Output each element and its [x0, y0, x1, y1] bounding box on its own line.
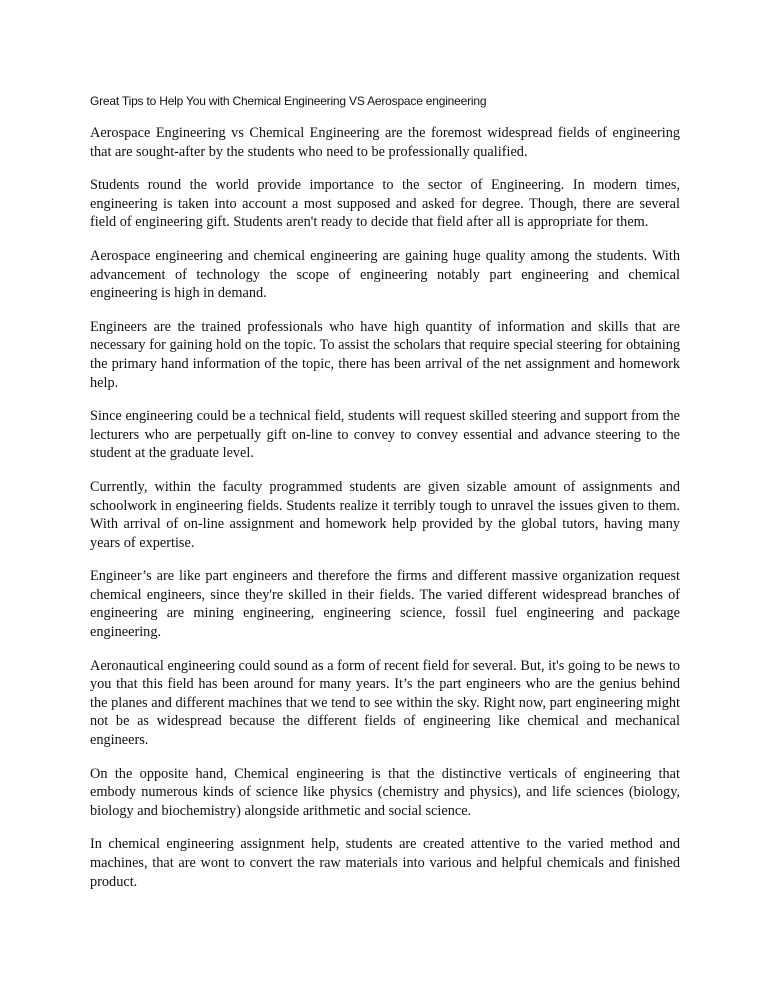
paragraph-6: Currently, within the faculty programmed students are given sizable amount of assignments and schoolwork in engineering fields. Students realize it terribly tough to unravel the issues given to them. With arrival of on-line assignment and homework help provided by the global tutors, having many years of expertise.: [90, 478, 680, 551]
document-body: [90, 92, 680, 906]
paragraph-8: Aeronautical engineering could sound as a form of recent field for several. But, it's going to be news to you that this field has been around for many years. It’s the part engineers who are the genius behind the planes and different machines that we tend to see within the sky. Right now, part engineering might not be as widespread because the different fields of engineering like chemical and mechanical engineers.: [90, 657, 680, 749]
paragraph-7: Engineer’s are like part engineers and therefore the firms and different massive organization request chemical engineers, since they're skilled in their fields. The varied different widespread branches of engineering are mining engineering, engineering science, fossil fuel engineering and package engineering.: [90, 568, 680, 641]
paragraph-5: Since engineering could be a technical field, students will request skilled steering and support from the lecturers who are perpetually gift on-line to convey to convey essential and advance steering to the student at the graduate level.: [90, 408, 680, 462]
paragraph-4: Engineers are the trained professionals who have high quantity of information and skills that are necessary for gaining hold on the topic. To assist the scholars that require special steering for obtaining the primary hand information of the topic, there has been arrival of the net assignment and homework help.: [90, 318, 680, 391]
paragraph-3: Aerospace engineering and chemical engineering are gaining huge quality among the students. With advancement of technology the scope of engineering notably part engineering and chemical engineering is high in demand.: [90, 247, 680, 302]
paragraph-10: In chemical engineering assignment help, students are created attentive to the varied method and machines, that are wont to convert the raw materials into various and helpful chemicals and finished product.: [90, 836, 680, 890]
paragraph-1: Aerospace Engineering vs Chemical Engineering are the foremost widespread fields of engineering that are sought-after by the students who need to be professionally qualified.: [90, 125, 680, 160]
paragraph-2: Students round the world provide importance to the sector of Engineering. In modern times, engineering is taken into account a most supposed and asked for degree. Though, there are several field of engineering gift. Students aren't ready to decide that field after all is appropriate for them.: [90, 177, 680, 231]
document-title: Great Tips to Help You with Chemical Engineering VS Aerospace engineering: [90, 94, 487, 108]
paragraph-9: On the opposite hand, Chemical engineering is that the distinctive verticals of engineering that embody numerous kinds of science like physics (chemistry and physics), and life sciences (biology, biology and biochemistry) alongside arithmetic and social science.: [90, 765, 680, 819]
